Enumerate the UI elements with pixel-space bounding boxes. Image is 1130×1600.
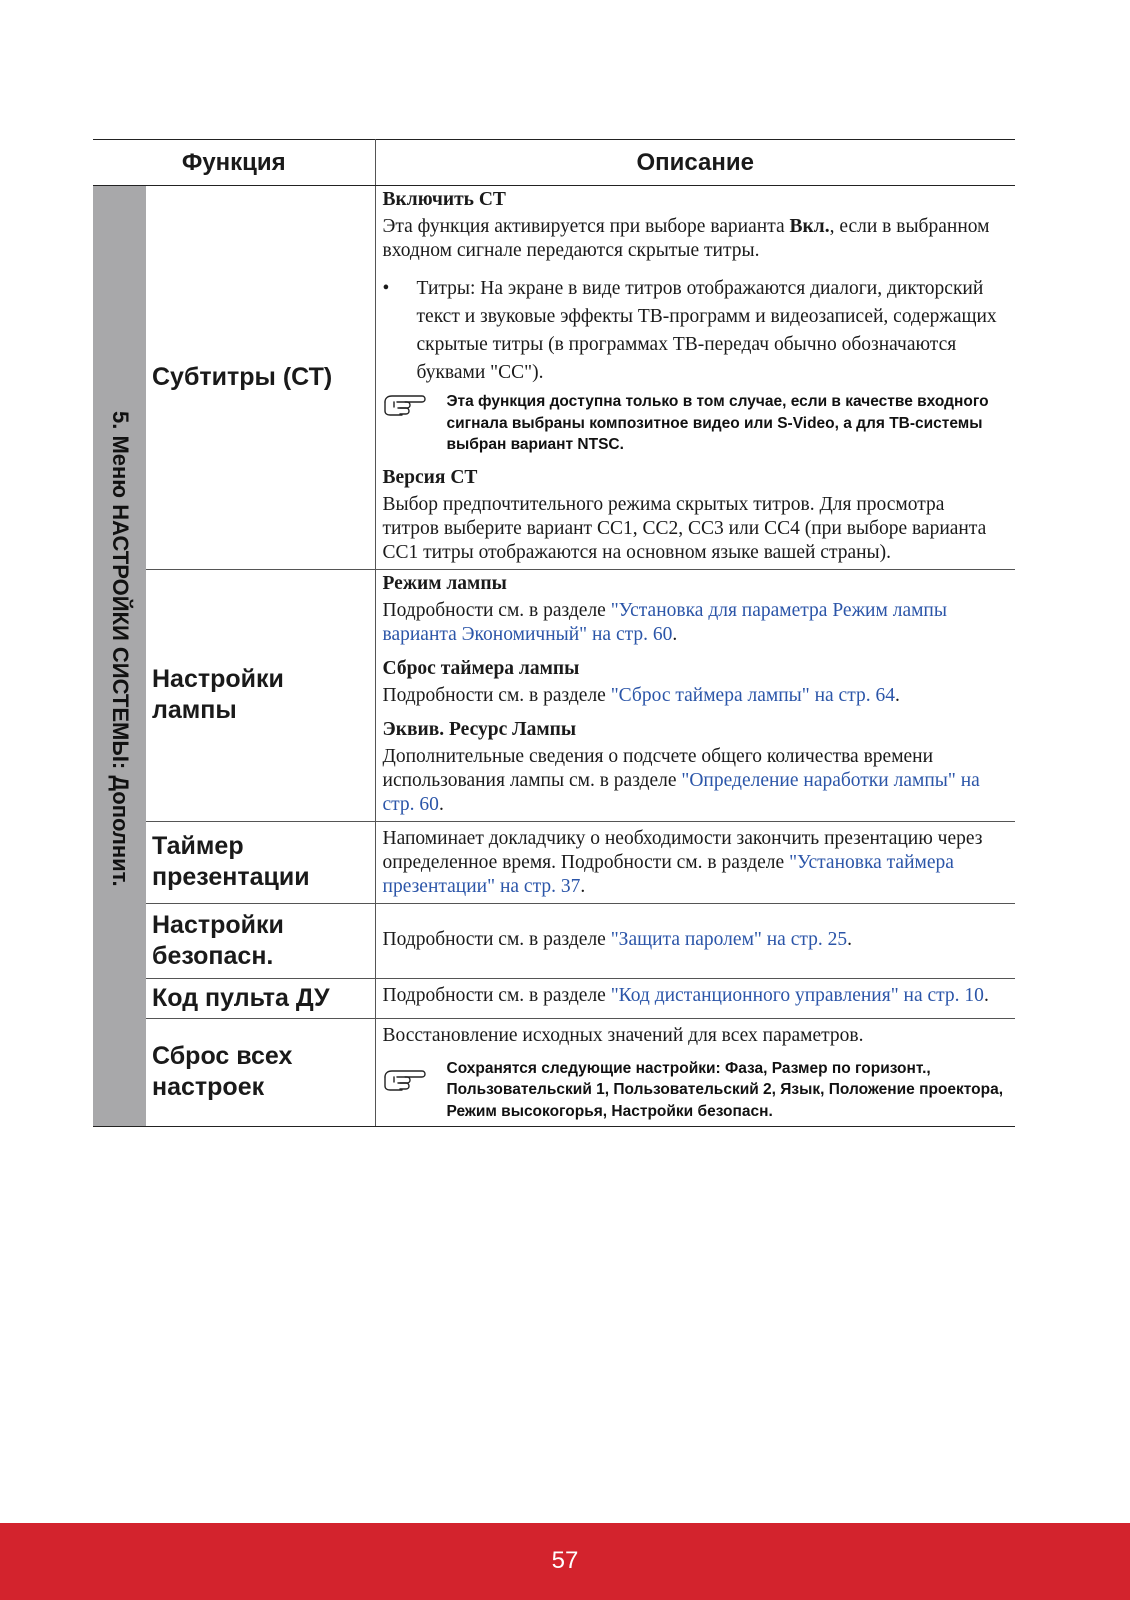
description-column-header: Описание <box>375 140 1015 186</box>
table-row <box>93 186 1015 570</box>
text-span: , если в выбранном входном сигнале передаются скрытые титры. <box>382 216 990 261</box>
text-span: Дополнительные сведения о подсчете общего количества времени использования лампы см. в разделе <box>382 745 934 791</box>
paragraph: Восстановление исходных значений для всех параметров. <box>382 1024 864 1046</box>
paragraph <box>383 745 1006 817</box>
text-span: . <box>894 684 900 706</box>
description-cell <box>375 186 1015 570</box>
paragraph: Выбор предпочтительного режима скрытых титров. Для просмотра титров выберите вариант CC1, CC2, CC3 или CC4 (при выборе варианта CC1 титры отображаются на основном языке вашей страны). <box>382 493 987 563</box>
note-text: Эта функция доступна только в том случае, если в качестве входного сигнала выбраны композитное видео или S-Video, а для ТВ-системы выбран вариант NTSC. <box>446 393 989 453</box>
text-span: . <box>580 875 586 897</box>
text-span: Подробности см. в разделе <box>382 684 611 706</box>
bold-term: Вкл. <box>789 216 830 237</box>
subheading: Эквив. Ресурс Лампы <box>382 718 577 740</box>
subheading: Режим лампы <box>382 572 507 594</box>
description-cell <box>375 978 1015 1018</box>
cross-reference-link[interactable]: "Защита паролем" на стр. 25 <box>610 928 848 950</box>
function-cell: Сброс всех настроек <box>146 1018 375 1127</box>
paragraph <box>383 984 1006 1008</box>
subheading: Версия СТ <box>382 466 478 488</box>
list-item-text: Титры: На экране в виде титров отображаются диалоги, дикторский текст и звуковые эффекты ТВ-программ и видеозаписей, содержащих скрытые титры (в программах ТВ-передач обычно обозначаются буквами "СС"). <box>416 278 997 383</box>
cross-reference-link[interactable]: "Код дистанционного управления" на стр. 10 <box>610 984 984 1006</box>
text-span: Подробности см. в разделе <box>382 984 611 1006</box>
bullet-icon: • <box>382 278 390 299</box>
paragraph <box>383 599 1006 647</box>
cross-reference-link[interactable]: "Установка для параметра Режим лампы варианта Экономичный" на стр. 60 <box>382 599 947 645</box>
text-span: Напоминает докладчику о необходимости закончить презентацию через определенное время. Подробности см. в разделе <box>382 827 983 873</box>
cross-reference-link[interactable]: "Определение наработки лампы" на стр. 60 <box>382 769 980 815</box>
text-span: Подробности см. в разделе <box>382 599 611 621</box>
text-span: . <box>672 623 678 645</box>
pointing-hand-icon <box>383 1058 447 1123</box>
cross-reference-link[interactable]: "Сброс таймера лампы" на стр. 64 <box>610 684 895 706</box>
table-row <box>93 978 1015 1018</box>
table-row <box>93 903 1015 978</box>
subheading: Сброс таймера лампы <box>382 657 580 679</box>
note-text: Сохранятся следующие настройки: Фаза, Размер по горизонт., Пользовательский 1, Пользовательский 2, Язык, Положение проектора, Режим высокогорья, Настройки безопасн. <box>446 1059 1004 1120</box>
text-span: Эта функция активируется при выборе варианта <box>382 216 790 237</box>
description-cell <box>375 903 1015 978</box>
table-row <box>93 1018 1015 1127</box>
text-span: . <box>438 793 444 815</box>
page-number: 57 <box>551 1547 579 1574</box>
paragraph <box>383 684 1006 708</box>
footer-bar <box>0 1523 1130 1600</box>
function-cell: Субтитры (СТ) <box>146 186 375 570</box>
function-cell: Таймер презентации <box>146 821 375 903</box>
subheading: Включить СТ <box>382 189 506 210</box>
note-block <box>383 391 1006 456</box>
paragraph <box>383 906 1006 974</box>
text-span: Подробности см. в разделе <box>382 928 611 950</box>
section-side-label: 5. Меню НАСТРОЙКИ СИСТЕМЫ: Дополнит. <box>107 411 133 887</box>
table-header-row <box>93 140 1015 186</box>
function-cell: Код пульта ДУ <box>146 978 375 1018</box>
function-column-header: Функция <box>93 140 375 186</box>
text-span: . <box>983 984 989 1006</box>
cross-reference-link[interactable]: "Установка таймера презентации" на стр. 37 <box>382 851 954 897</box>
text-span: . <box>847 928 852 950</box>
note-block <box>383 1058 1006 1123</box>
table-row <box>93 821 1015 903</box>
paragraph <box>383 215 1006 263</box>
function-cell: Настройки лампы <box>146 569 375 821</box>
description-cell <box>375 821 1015 903</box>
function-cell: Настройки безопасн. <box>146 903 375 978</box>
section-side-tab <box>93 186 146 1127</box>
description-cell <box>375 1018 1015 1127</box>
settings-table <box>93 139 1015 1127</box>
list-item <box>383 275 1006 387</box>
description-cell <box>375 569 1015 821</box>
table-row <box>93 569 1015 821</box>
paragraph <box>383 827 1006 899</box>
pointing-hand-icon <box>383 391 447 456</box>
